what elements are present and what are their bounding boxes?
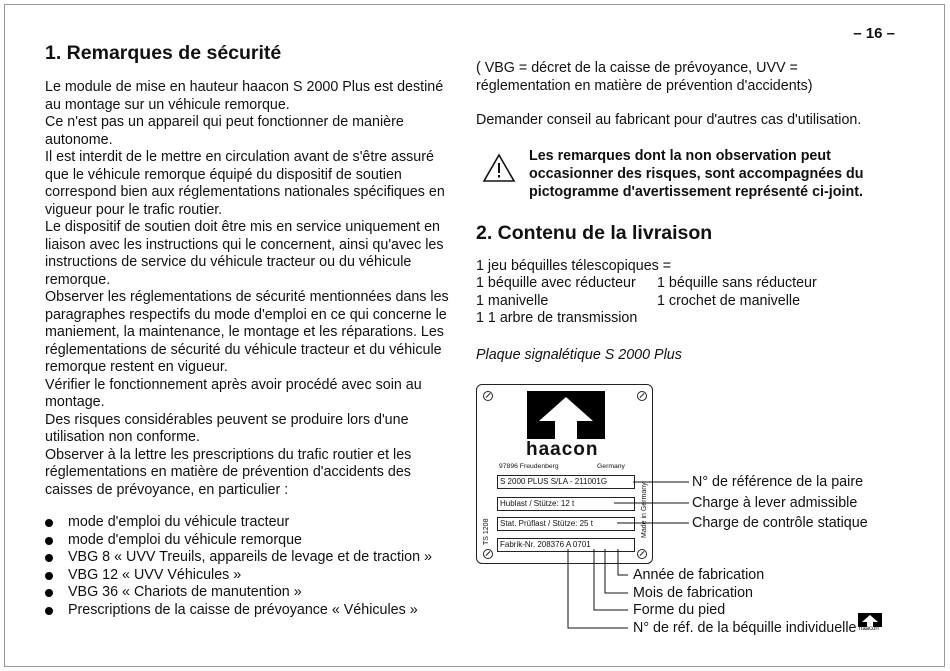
plate-liftload-row: Hublast / Stütze: 12 t	[497, 497, 635, 511]
safety-paragraph: Vérifier le fonctionnement après avoir procédé avec soin au montage.	[45, 376, 422, 410]
delivery-item: 1 manivelle	[476, 292, 549, 309]
callout-single-ref: N° de réf. de la béquille individuelle	[633, 620, 857, 636]
safety-paragraph: Des risques considérables peuvent se produire lors d'une utilisation non conforme.	[45, 411, 409, 445]
plate-caption: Plaque signalétique S 2000 Plus	[476, 346, 682, 363]
footer-logo-icon	[858, 613, 882, 627]
plate-country: Germany	[597, 463, 625, 470]
list-item-text: VBG 8 « UVV Treuils, appareils de levage et de traction »	[68, 549, 432, 566]
list-item-text: Prescriptions de la caisse de prévoyance « Véhicules »	[68, 601, 418, 618]
delivery-item: 1 jeu béquilles télescopiques =	[476, 257, 672, 274]
footer-logo	[858, 613, 882, 632]
vbg-note: ( VBG = décret de la caisse de prévoyance, UVV = réglementation en matière de prévention d'accidents)	[476, 60, 813, 94]
list-item-text: VBG 36 « Chariots de manutention »	[68, 584, 302, 601]
safety-paragraph: Ce n'est pas un appareil qui peut fonctionner de manière autonome.	[45, 114, 404, 148]
callout-year: Année de fabrication	[633, 567, 765, 583]
delivery-item: 1 béquille avec réducteur	[476, 275, 636, 292]
plate-ref-row: S 2000 PLUS S/LA - 211001G	[497, 475, 635, 489]
safety-heading: 1. Remarques de sécurité	[45, 42, 282, 64]
advice-text: Demander conseil au fabricant pour d'autres cas d'utilisation.	[476, 112, 862, 128]
callout-ref-pair: N° de référence de la paire	[692, 474, 864, 490]
delivery-item: 1 béquille sans réducteur	[657, 275, 817, 292]
safety-paragraph: Le module de mise en hauteur haacon S 2000 Plus est destiné au montage sur un véhicule remorque.	[45, 79, 444, 113]
plate-serial-row: Fabrik-Nr. 208376 A 0701	[497, 538, 635, 552]
plate-address: 97896 Freudenberg	[499, 463, 559, 470]
delivery-item: 1 crochet de manivelle	[657, 292, 801, 309]
safety-paragraph: Observer les réglementations de sécurité mentionnées dans les paragraphes respectifs du mode d'emploi en ce qui concerne le maniement, la maintenance, le montage et les réparations. Les réglementations de sécurité du véhicule tracteur et du véhicule remorque restent en vigueur.	[45, 289, 449, 375]
plate-testload-row: Stat. Prüflast / Stütze: 25 t	[497, 517, 635, 531]
callout-static-load: Charge de contrôle statique	[692, 515, 868, 531]
list-item-text: mode d'emploi du véhicule remorque	[68, 531, 302, 548]
delivery-heading: 2. Contenu de la livraison	[476, 221, 713, 244]
page-number: – 16 –	[853, 25, 895, 42]
list-item-text: mode d'emploi du véhicule tracteur	[68, 514, 290, 530]
warning-text: Les remarques dont la non observation peut occasionner des risques, sont accompagnées du pictogramme d'avertissement représenté ci-joint.	[529, 147, 864, 200]
safety-paragraph: Observer à la lettre les prescriptions du trafic routier et les réglementations en matière de prévention d'accidents des caisses de prévoyance, en particulier :	[45, 446, 412, 498]
callout-month: Mois de fabrication	[633, 585, 753, 601]
plate-made-in: Made in Germany	[641, 482, 648, 538]
plate-ts-code: TS 1208	[483, 518, 490, 545]
safety-paragraph: Il est interdit de le mettre en circulation avant de s'être assuré que le véhicule remorque équipé du dispositif de soutien correspond bien aux réglementations nationales spécifiques en vigueur pour le trafic routier.	[45, 149, 445, 218]
footer-logo-text: haacon	[859, 626, 879, 632]
callout-lift-load: Charge à lever admissible	[692, 495, 858, 511]
brand-name: haacon	[526, 439, 599, 460]
callout-foot: Forme du pied	[633, 602, 726, 618]
delivery-item: 1 1 arbre de transmission	[476, 310, 638, 327]
list-item-text: VBG 12 « UVV Véhicules »	[68, 566, 242, 583]
safety-paragraph: Le dispositif de soutien doit être mis en service uniquement en liaison avec les instructions qui le concernent, ainsi qu'avec les instructions de service du véhicule tracteur ou du véhicule remorque.	[45, 219, 444, 288]
